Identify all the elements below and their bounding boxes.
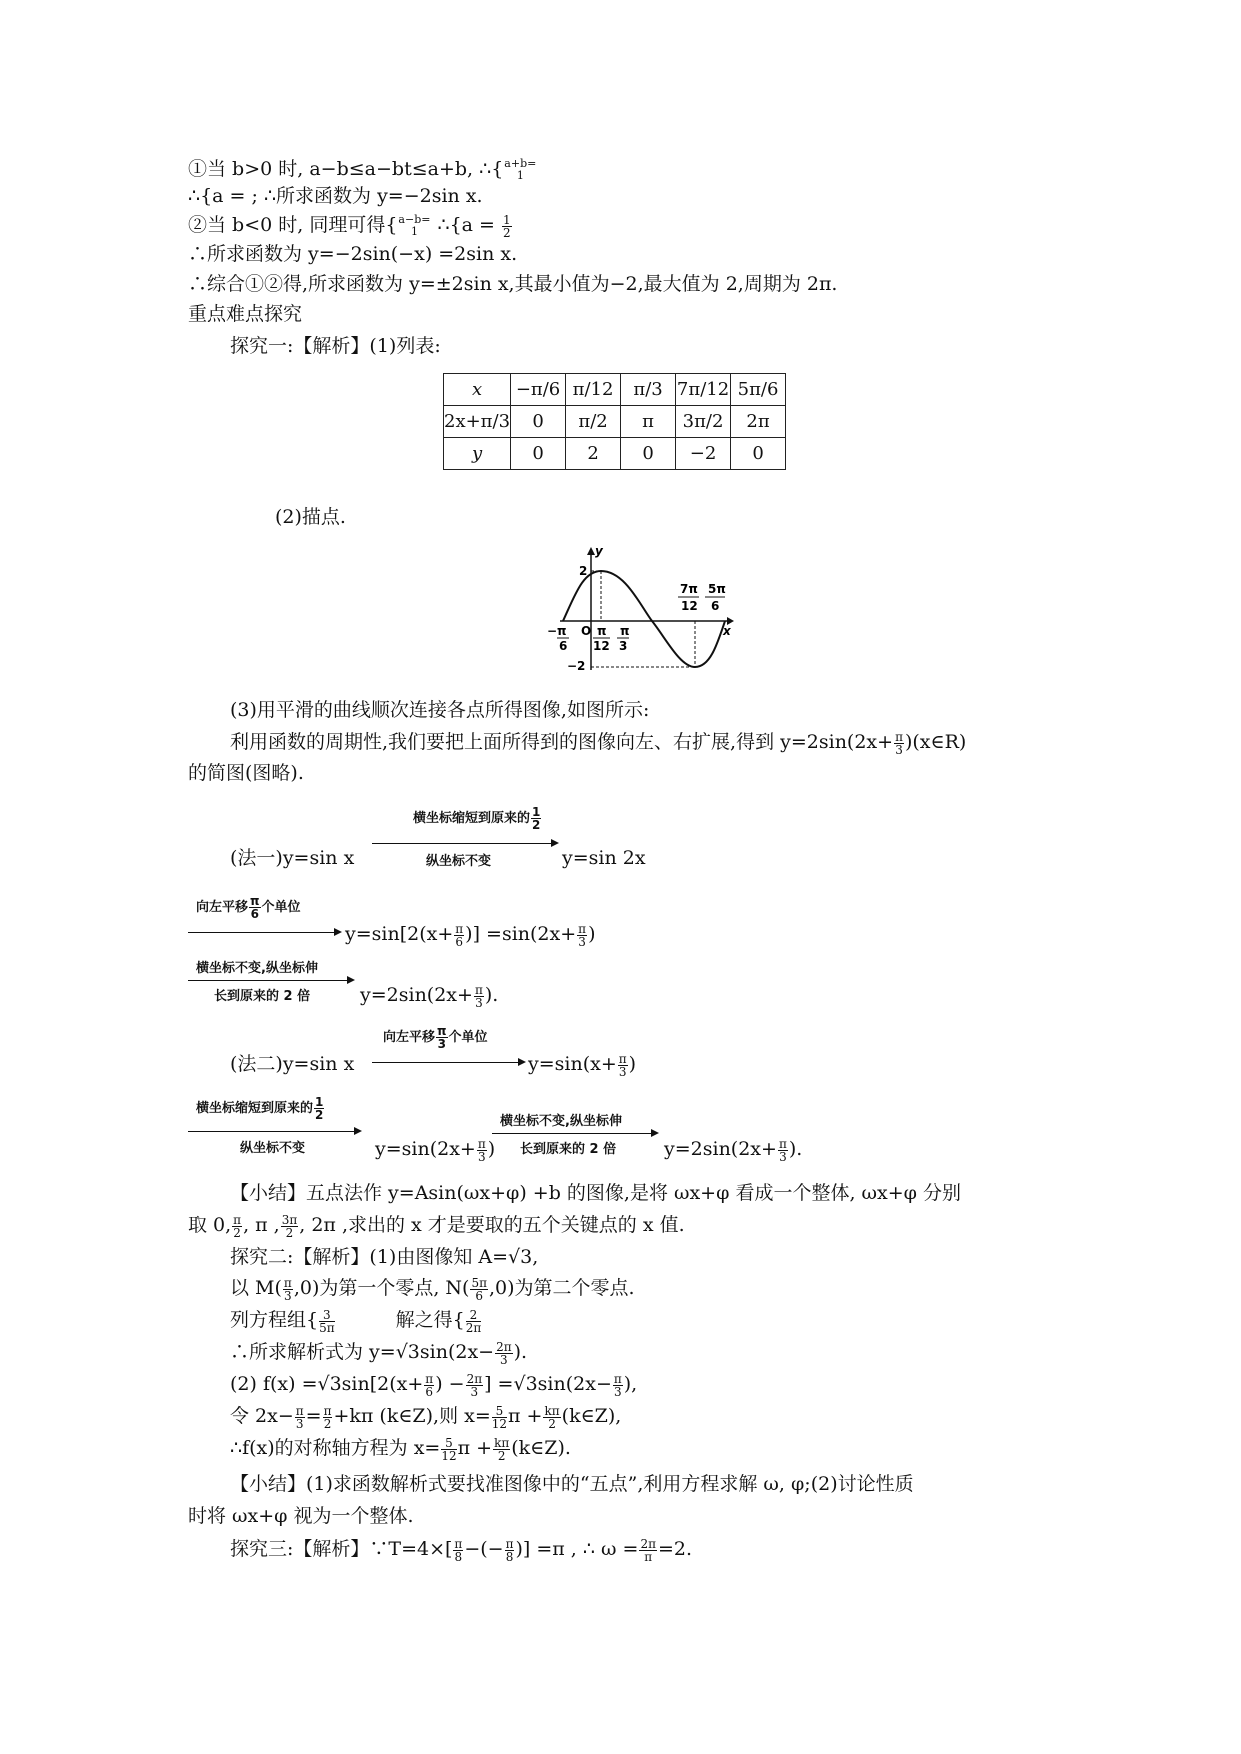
table-cell: 5π/6 (731, 374, 786, 406)
summary1-line2: 取 0, $\frac{\pi}{2}$ , π , $\frac{3\pi}{2}$ , 2π ,求出的 x 才是要取的五个关键点的 x 值. (188, 1212, 685, 1240)
explore2-line1: 探究二:【解析】(1)由图像知 A=√3, (230, 1246, 539, 1268)
table-cell: π/2 (566, 406, 621, 438)
table-row (444, 438, 786, 470)
x-tick-5pi6-num: 5π (708, 582, 726, 596)
line-period: 利用函数的周期性,我们要把上面所得到的图像向左、右扩展,得到 y=2sin(2x+ $\frac{\pi}{3}$ )(x∈R) (230, 729, 967, 757)
arrow-a3-bottom: 长到原来的 2 倍 (214, 989, 311, 1004)
table-cell: 2x+π/3 (444, 406, 511, 438)
plot-points-label: (2)描点. (275, 506, 346, 528)
arrow-b2 (188, 1131, 360, 1132)
table-cell: π/3 (621, 374, 676, 406)
arrow-b1 (372, 1062, 524, 1063)
line-case1: ①当 b>0 时, a−b≤a−bt≤a+b, ∴{ a+b= 1 (188, 157, 537, 182)
table-row (444, 374, 786, 406)
method2-start: (法二)y=sin x (230, 1053, 355, 1075)
arrow-b1-top: 向左平移 $\frac{\pi}{3}$ 个单位 (383, 1024, 488, 1051)
explore3-line1: 探究三:【解析】∵T=4×[ $\frac{\pi}{8}$ −(− $\frac{\pi}{8}$ )] =π , ∴ ω = $\frac{2\pi}{\pi}$ =2. (230, 1536, 693, 1564)
explore2-line6: 令 2x− $\frac{\pi}{3}$ = $\frac{\pi}{2}$ +kπ (k∈Z),则 x= $\frac{5}{12}$ π + $\frac{k\pi}{2}$ (k∈Z), (230, 1403, 622, 1431)
line-sketch: 的简图(图略). (188, 762, 304, 784)
explore2-line5: (2) f(x) =√3sin[2(x+ $\frac{\pi}{6}$ ) − $\frac{2\pi}{3}$ ] =√3sin(2x− $\frac{\pi}{3}$ ), (230, 1371, 638, 1399)
arrow-a1-bottom: 纵坐标不变 (426, 854, 492, 869)
table-cell: 7π/12 (676, 374, 731, 406)
explore2-line7: ∴f(x)的对称轴方程为 x= $\frac{5}{12}$ π + $\frac{k\pi}{2}$ (k∈Z). (230, 1435, 571, 1463)
line-summary: ∴综合①②得,所求函数为 y=±2sin x,其最小值为−2,最大值为 2,周期为 2π. (188, 273, 838, 295)
table-cell: x (444, 374, 511, 406)
arrow-b2-top: 横坐标缩短到原来的 $\frac{1}{2}$ (196, 1095, 324, 1122)
arrow-a1 (372, 843, 557, 844)
line-case2: ②当 b<0 时, 同理可得{ a−b= 1 ∴{a = $\frac{1}{2}$ (188, 212, 511, 240)
origin-label: O (581, 624, 592, 638)
sine-curve (563, 571, 725, 667)
table-cell: 0 (511, 438, 566, 470)
arrow-b3 (492, 1133, 657, 1134)
arrow-a1-top: 横坐标缩短到原来的 $\frac{1}{2}$ (413, 805, 541, 832)
x-tick-pi12-den: 12 (593, 639, 610, 653)
explore2-line2: 以 M( $\frac{\pi}{3}$ ,0)为第一个零点, N( $\frac{5\pi}{6}$ ,0)为第二个零点. (230, 1275, 635, 1303)
x-tick-pi12-num: π (597, 624, 607, 638)
method1-start: (法一)y=sin x (230, 847, 355, 869)
x-tick-7pi12-den: 12 (681, 599, 698, 613)
arrow-b3-top: 横坐标不变,纵坐标伸 (500, 1114, 622, 1129)
method2-step3: y=2sin(2x+ $\frac{\pi}{3}$ ). (664, 1136, 803, 1164)
explore1-title: 探究一:【解析】(1)列表: (230, 335, 441, 357)
arrow-b3-bottom: 长到原来的 2 倍 (520, 1142, 617, 1157)
sine-graph (545, 545, 735, 680)
table-cell: 2π (731, 406, 786, 438)
arrow-a2-top: 向左平移 $\frac{\pi}{6}$ 个单位 (196, 894, 301, 921)
x-axis-label: x (723, 624, 731, 638)
summary1-line1: 【小结】五点法作 y=Asin(ωx+φ) +b 的图像,是将 ωx+φ 看成一个整体, ωx+φ 分别 (230, 1182, 962, 1204)
table-cell: 3π/2 (676, 406, 731, 438)
arrow-a3-top: 横坐标不变,纵坐标伸 (196, 961, 318, 976)
method1-step1: y=sin 2x (562, 847, 646, 869)
x-tick-5pi6-den: 6 (711, 599, 720, 613)
y-tick-neg2: −2 (567, 659, 586, 673)
explore2-line3: 列方程组{ $\frac{3}{5\pi}$ 解之得{ $\frac{2}{2\pi}$ (230, 1307, 482, 1335)
table-cell: 0 (511, 406, 566, 438)
summary2-line1: 【小结】(1)求函数解析式要找准图像中的“五点”,利用方程求解 ω, φ;(2)讨论性质 (230, 1473, 914, 1495)
method2-step2: y=sin(2x+ $\frac{\pi}{3}$ ) (375, 1136, 496, 1164)
table-row (444, 406, 786, 438)
x-tick-7pi12-num: 7π (680, 582, 698, 596)
y-tick-2: 2 (579, 564, 588, 578)
line-connect: (3)用平滑的曲线顺次连接各点所得图像,如图所示: (230, 699, 650, 721)
section-heading: 重点难点探究 (188, 303, 303, 325)
x-tick-pi3-den: 3 (619, 639, 628, 653)
x-tick-neg-pi6: −π (547, 624, 567, 638)
value-table (443, 373, 786, 470)
table-cell: π/12 (566, 374, 621, 406)
x-tick-neg-pi6-den: 6 (559, 639, 568, 653)
arrow-a2 (188, 932, 340, 933)
table-cell: −π/6 (511, 374, 566, 406)
method1-step2: y=sin[2(x+ $\frac{\pi}{6}$ )] =sin(2x+ $\frac{\pi}{3}$ ) (345, 921, 596, 949)
line-case2-result: ∴所求函数为 y=−2sin(−x) =2sin x. (188, 243, 518, 265)
table-cell: 2 (566, 438, 621, 470)
table-cell: 0 (621, 438, 676, 470)
line-case1-result: ∴{a = ; ∴所求函数为 y=−2sin x. (188, 185, 483, 207)
method2-step1: y=sin(x+ $\frac{\pi}{3}$ ) (528, 1051, 637, 1079)
method1-step3: y=2sin(2x+ $\frac{\pi}{3}$ ). (360, 982, 499, 1010)
arrow-b2-bottom: 纵坐标不变 (240, 1141, 306, 1156)
arrow-a3 (188, 980, 353, 981)
y-axis-label: y (595, 545, 603, 558)
x-tick-pi3-num: π (620, 624, 630, 638)
summary2-line2: 时将 ωx+φ 视为一个整体. (188, 1505, 414, 1527)
table-cell: y (444, 438, 511, 470)
explore2-line4: ∴所求解析式为 y=√3sin(2x− $\frac{2\pi}{3}$ ). (230, 1339, 528, 1367)
table-cell: π (621, 406, 676, 438)
table-cell: 0 (731, 438, 786, 470)
table-cell: −2 (676, 438, 731, 470)
y-axis-arrow (587, 547, 595, 555)
